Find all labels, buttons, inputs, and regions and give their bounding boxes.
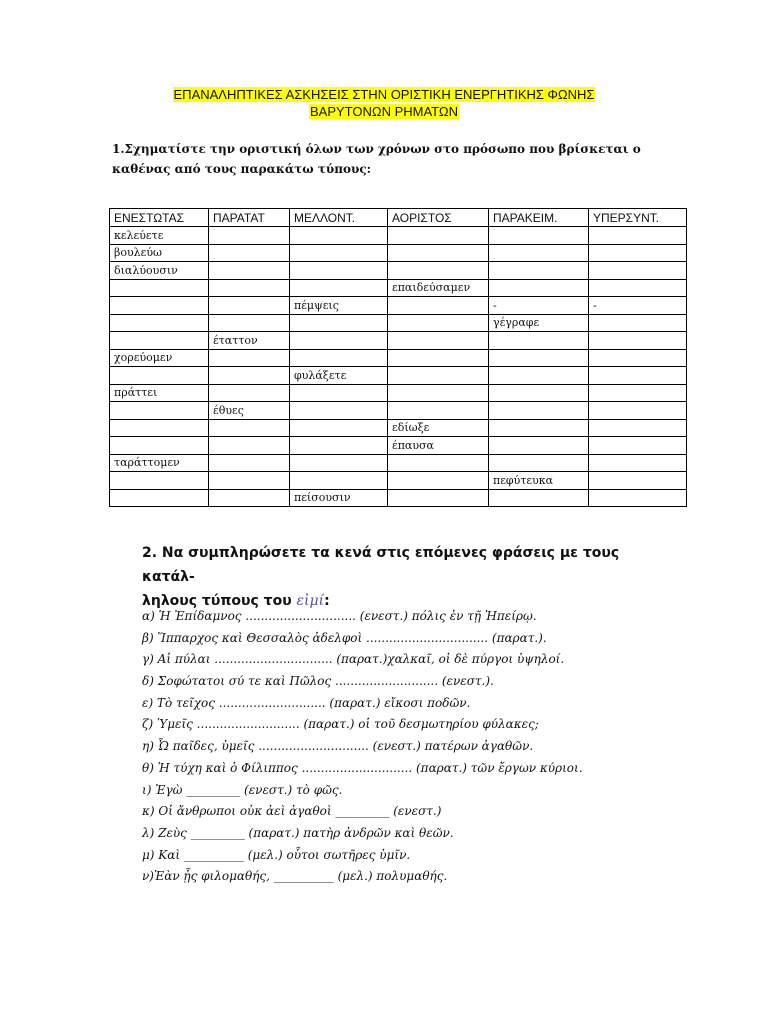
sentence-line: κ) Οἱ ἄνθρωποι οὐκ ἀεὶ ἀγαθοὶ _________ (ενεστ.) [142,804,442,819]
table-cell [290,402,388,420]
table-row [110,314,687,332]
table-cell: κελεύετε [110,227,209,245]
table-row [110,489,687,507]
exercise-2-instruction [142,541,662,613]
sentence-line: θ) Ἡ τύχη καὶ ὁ Φίλιππος ............................. (παρατ.) τῶν ἔργων κύριοι. [142,760,583,775]
table-cell [110,279,209,297]
table-cell [388,454,489,472]
table-row [110,367,687,385]
table-cell [489,332,589,350]
table-cell [209,419,290,437]
table-cell: - [489,297,589,315]
table-cell [589,244,687,262]
table-cell [290,472,388,490]
table-cell: έταττον [209,332,290,350]
header-paratatikos: ΠΑΡΑΤΑΤ [209,209,290,227]
table-cell [209,227,290,245]
table-cell [489,489,589,507]
table-cell [388,244,489,262]
table-row [110,244,687,262]
table-cell: έπαυσα [388,437,489,455]
table-row [110,472,687,490]
table-cell [489,244,589,262]
sentence-line: λ) Ζεὺς _________ (παρατ.) πατὴρ ἀνδρῶν καὶ θεῶν. [142,825,454,840]
table-cell: πράττει [110,384,209,402]
table-cell [489,419,589,437]
table-cell [489,349,589,367]
table-cell: ταράττομεν [110,454,209,472]
sentence-line: ι) Ἐγὼ _________ (ενεστ.) τὸ φῶς. [142,782,343,797]
table-cell [489,367,589,385]
table-cell: γέγραφε [489,314,589,332]
header-mellontas: ΜΕΛΛΟΝΤ. [290,209,388,227]
table-row [110,384,687,402]
table-cell [290,279,388,297]
title-line-2: ΒΑΡΥΤΟΝΩΝ ΡΗΜΑΤΩΝ [309,104,458,119]
table-cell [388,297,489,315]
table-cell [589,314,687,332]
table-header-row [110,209,687,227]
table-cell [489,262,589,280]
table-cell [489,402,589,420]
sentence-line: γ) Αἱ πύλαι ............................... (παρατ.)χαλκαῖ, οἱ δὲ πύργοι ὑψηλοί. [142,652,565,667]
table-cell [290,244,388,262]
table-cell [290,419,388,437]
header-enestotas: ΕΝΕΣΤΩΤΑΣ [110,209,209,227]
table-cell [209,297,290,315]
table-cell: χορεύομεν [110,349,209,367]
table-cell [290,227,388,245]
table-cell [589,227,687,245]
table-cell [388,472,489,490]
table-cell [209,367,290,385]
table-row [110,454,687,472]
table-cell [388,402,489,420]
table-cell: διαλύουσιν [110,262,209,280]
table-row [110,419,687,437]
table-cell [209,472,290,490]
header-parakeimenos: ΠΑΡΑΚΕΙΜ. [489,209,589,227]
table-cell [388,314,489,332]
table-cell [489,384,589,402]
table-cell [589,402,687,420]
table-cell [589,437,687,455]
sentence-line: α) Ἡ Ἐπίδαμνος ............................. (ενεστ.) πόλις ἐν τῇ Ἠπείρῳ. [142,609,537,623]
table-cell: έθυες [209,402,290,420]
table-cell [209,279,290,297]
table-cell [589,367,687,385]
table-cell [290,437,388,455]
table-cell: βουλεύω [110,244,209,262]
table-cell [589,454,687,472]
table-cell [388,489,489,507]
table-cell [290,384,388,402]
table-cell: επαιδεύσαμεν [388,279,489,297]
table-row [110,349,687,367]
sentence-line: β) Ἵππαρχος καὶ Θεσσαλὸς ἀδελφοὶ ................................ (παρατ.). [142,630,547,645]
table-cell [209,454,290,472]
exercise-2-line-1: 2. Να συμπληρώσετε τα κενά στις επόμενες φράσεις με τους κατάλ- [142,545,620,585]
table-cell [589,279,687,297]
table-cell [209,349,290,367]
table-row [110,297,687,315]
table-cell [110,314,209,332]
table-row [110,402,687,420]
table-cell [489,227,589,245]
table-cell [110,332,209,350]
table-cell [589,332,687,350]
table-cell [388,332,489,350]
instruction-colon: : [324,593,330,609]
header-aoristos: ΑΟΡΙΣΤΟΣ [388,209,489,227]
table-cell [290,349,388,367]
table-row [110,227,687,245]
sentence-line: μ) Καὶ __________ (μελ.) οὗτοι σωτῆρες ὑμῖν. [142,847,411,862]
table-cell [110,489,209,507]
sentence-line: ε) Τὸ τεῖχος ............................ (παρατ.) εἴκοσι ποδῶν. [142,695,471,710]
table-cell [290,332,388,350]
table-cell [589,349,687,367]
exercise-2-line-2-text: ληλους τύπους του [142,593,297,609]
table-cell: φυλάξετε [290,367,388,385]
table-cell [290,314,388,332]
table-cell [209,244,290,262]
table-cell [489,454,589,472]
table-cell [110,367,209,385]
table-cell [209,384,290,402]
table-cell [589,419,687,437]
exercise-1-instruction: 1.Σχηματίστε την οριστική όλων των χρόνων στο πρόσωπο που βρίσκεται ο καθένας από τους παρακάτω τύπους: [112,142,641,176]
table-cell [290,454,388,472]
table-row [110,279,687,297]
table-cell [489,437,589,455]
worksheet-title [0,86,768,120]
table-cell [110,472,209,490]
table-cell [589,489,687,507]
table-cell [388,349,489,367]
sentence-line: ζ) Ὑμεῖς ........................... (παρατ.) οἱ τοῦ δεσμωτηρίου φύλακες; [142,717,539,732]
table-cell [209,314,290,332]
table-row [110,262,687,280]
sentence-line: η) Ὦ παῖδες, ὑμεῖς ............................. (ενεστ.) πατέρων ἀγαθῶν. [142,739,534,754]
table-cell: πείσουσιν [290,489,388,507]
table-cell [589,384,687,402]
table-cell [489,279,589,297]
verb-eimi: εἰμί [296,593,325,609]
table-cell [388,367,489,385]
table-cell: πέμψεις [290,297,388,315]
table-cell [290,262,388,280]
table-row [110,437,687,455]
table-cell [388,262,489,280]
table-cell [110,437,209,455]
table-cell: - [589,297,687,315]
table-cell [388,227,489,245]
table-cell [110,402,209,420]
table-cell [589,472,687,490]
title-line-1: ΕΠΑΝΑΛΗΠΤΙΚΕΣ ΑΣΚΗΣΕΙΣ ΣΤΗΝ ΟΡΙΣΤΙΚΗ ΕΝΕΡΓΗΤΙΚΗΣ ΦΩΝΗΣ [173,87,595,102]
table-cell [110,419,209,437]
fill-in-sentences [142,606,702,888]
table-cell [209,262,290,280]
sentence-line: ν)Ἐὰν ᾖς φιλομαθής, __________ (μελ.) πολυμαθής. [142,869,448,884]
table-cell: εδίωξε [388,419,489,437]
header-ypersyntelikos: ΥΠΕΡΣΥΝΤ. [589,209,687,227]
table-cell [209,489,290,507]
table-cell [388,384,489,402]
sentence-line: δ) Σοφώτατοι σύ τε καὶ Πῶλος ........................... (ενεστ.). [142,674,494,689]
table-cell [589,262,687,280]
table-cell: πεφύτευκα [489,472,589,490]
table-cell [209,437,290,455]
table-cell [110,297,209,315]
table-row [110,332,687,350]
verb-tense-table [109,208,687,507]
